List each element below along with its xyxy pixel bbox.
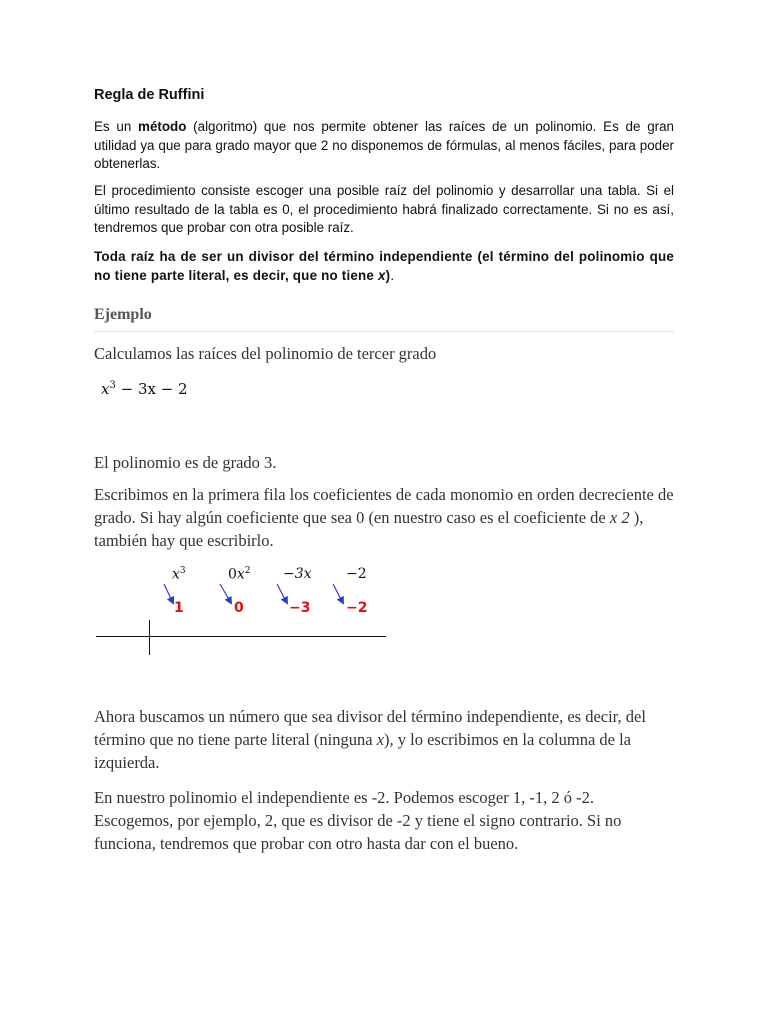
section-divider xyxy=(94,331,674,332)
term-x3 xyxy=(172,566,186,583)
arrow-3 xyxy=(277,584,287,603)
poly-rest: − 3x − 2 xyxy=(115,380,188,398)
coefficient-2: 0 xyxy=(234,600,244,616)
rule-end: . xyxy=(390,267,395,283)
divisor-paragraph xyxy=(94,705,674,774)
coefficient-4: −2 xyxy=(346,600,368,616)
poly-exp: 3 xyxy=(109,380,116,391)
divisor-var: x xyxy=(376,730,385,749)
rule-var: x xyxy=(378,267,386,283)
coef-text: Escribimos en la primera fila los coeficientes de cada monomio en orden decreciente de grado. Si hay algún coeficiente que sea 0 (en nuestro caso es el coeficiente de xyxy=(94,485,674,527)
procedure-paragraph: El procedimiento consiste escoger una posible raíz del polinomio y desarrollar una tabla. Si el último resultado de la tabla es 0, el procedimiento habrá finalizado correctamente. Si no es así, tendremos que probar con otra posible raíz. xyxy=(94,183,674,235)
coefficient-1: 1 xyxy=(174,600,184,616)
divisor-text: Ahora buscamos un número que sea divisor del término independiente, es decir, del término que no tiene parte literal (ninguna xyxy=(94,707,646,749)
coef-end: ), también hay que escribirlo. xyxy=(94,508,644,550)
arrow-2 xyxy=(220,584,231,603)
term-x3-exp: 3 xyxy=(179,566,186,576)
example-intro: Calculamos las raíces del polinomio de tercer grado xyxy=(94,344,437,363)
arrow-4 xyxy=(333,584,343,603)
intro-prefix: Es un xyxy=(94,119,139,134)
degree-paragraph: El polinomio es de grado 3. xyxy=(94,453,277,472)
rule-close: ) xyxy=(385,267,391,283)
divisor-end: ), y lo escribimos en la columna de la izquierda. xyxy=(94,730,631,772)
ruffini-vertical-line xyxy=(149,620,150,655)
term-x3-base: x xyxy=(172,566,180,583)
polynomial-formula xyxy=(101,380,188,398)
choice-paragraph: En nuestro polinomio el independiente es -2. Podemos escoger 1, -1, 2 ó -2. Escogemos, por ejemplo, 2, que es divisor de -2 y tiene el signo contrario. Si no funciona, tendremos que probar con otro hasta dar con el bueno. xyxy=(94,788,622,853)
intro-suffix: (algoritmo) que nos permite obtener las raíces de un polinomio. Es de gran utilidad ya que para grado mayor que 2 no disponemos de fórmulas, al menos fáciles, para poder obtenerlas. xyxy=(94,119,674,171)
coef-var: x 2 xyxy=(609,508,630,527)
rule-text: Toda raíz ha de ser un divisor del término independiente (el término del polinomio que no tiene parte literal, es decir, que no tiene xyxy=(94,249,674,283)
coefficients-paragraph xyxy=(94,483,674,552)
rule-paragraph xyxy=(94,248,674,285)
intro-bold-term: método xyxy=(138,119,187,134)
intro-paragraph xyxy=(94,118,674,174)
term-0x2 xyxy=(228,566,251,583)
term-minus-3x: −3x xyxy=(283,566,312,582)
term-0x2-base: x xyxy=(236,566,245,583)
ruffini-horizontal-line xyxy=(96,636,386,637)
section-heading-ejemplo: Ejemplo xyxy=(94,306,152,323)
coefficient-3: −3 xyxy=(289,600,311,616)
arrow-1 xyxy=(164,584,173,603)
term-0x2-coef: 0 xyxy=(228,566,237,583)
term-0x2-exp: 2 xyxy=(244,566,251,576)
term-minus-2: −2 xyxy=(346,566,367,582)
poly-base: x xyxy=(101,380,110,398)
page-title: Regla de Ruffini xyxy=(94,87,205,103)
